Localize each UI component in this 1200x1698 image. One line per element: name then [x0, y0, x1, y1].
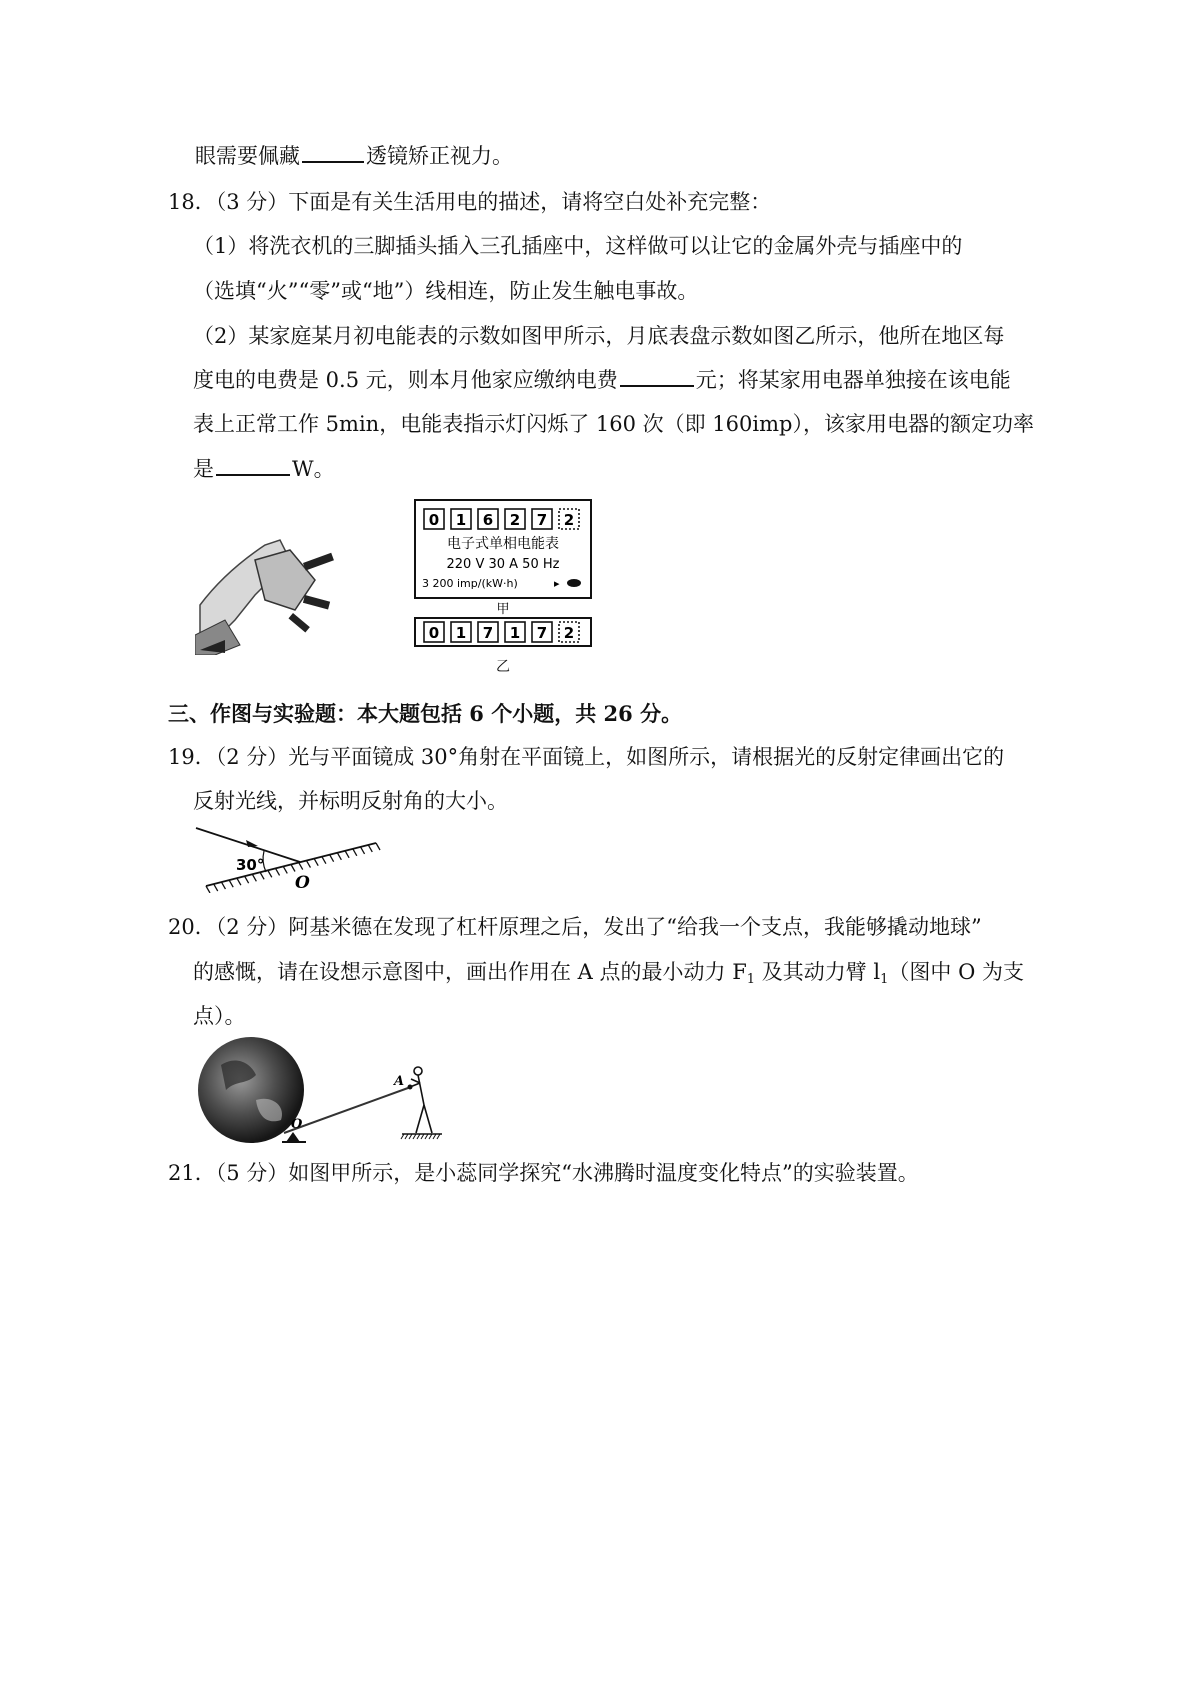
meter-yi-digit: 7: [482, 624, 494, 642]
q17-tail-line: [195, 146, 513, 167]
point-o-label: O: [295, 873, 310, 893]
ray-arrow-icon: [246, 840, 258, 847]
meter-imp: 3 200 imp/(kW·h): [422, 577, 518, 590]
q17-text-before: 眼需要佩藏: [195, 144, 300, 168]
q18-p2-line3: 表上正常工作 5min，电能表指示灯闪烁了 160 次（即 160imp），该家用电器的额定功率: [193, 412, 1034, 436]
electric-meter-figure: [412, 498, 594, 658]
answer-blank[interactable]: [302, 160, 364, 163]
meter-jia-digit: 6: [482, 511, 494, 529]
q20-line2: [193, 962, 1024, 986]
q18-p2-line2-b: 元；将某家用电器单独接在该电能: [695, 368, 1011, 392]
q18-p2-line4-a: 是: [193, 457, 214, 481]
q20-line2-b: 及其动力臂 l: [755, 960, 881, 984]
l1-subscript: 1: [880, 972, 889, 987]
point-a-label: A: [394, 1074, 405, 1089]
meter-arrow-icon: ▸: [554, 577, 560, 590]
meter-yi-digit: 1: [455, 624, 467, 642]
f1-subscript: 1: [746, 972, 756, 987]
q19-line2: 反射光线，并标明反射角的大小。: [193, 789, 508, 813]
meter-jia-digit: 0: [428, 511, 440, 529]
q18-p1-line2: （选填“火”“零”或“地”）线相连，防止发生触电事故。: [193, 279, 699, 303]
section3-heading: 三、作图与实验题：本大题包括 6 个小题，共 26 分。: [168, 701, 683, 726]
meter-jia-digit: 2: [509, 511, 521, 529]
q20-line2-c: （图中 O 为支: [888, 960, 1024, 984]
indicator-lamp-icon: [567, 579, 581, 587]
q18-p2-line4: [193, 459, 335, 480]
person-icon: [410, 1067, 432, 1133]
meter-yi-label: 乙: [496, 659, 510, 675]
point-o-label: O: [291, 1117, 303, 1132]
mirror-hatching: [206, 843, 380, 893]
answer-blank[interactable]: [216, 473, 290, 476]
q18-p2-line2: [193, 370, 1011, 391]
q20-line3: 点）。: [193, 1004, 246, 1028]
meter-yi-digit: 0: [428, 624, 440, 642]
mirror-reflection-figure: [192, 818, 387, 893]
plug-figure: [195, 525, 340, 655]
q18-p2-line2-a: 度电的电费是 0.5 元，则本月他家应缴纳电费: [193, 368, 618, 392]
q18-p2-line1: （2）某家庭某月初电能表的示数如图甲所示，月底表盘示数如图乙所示，他所在地区每: [193, 324, 1005, 348]
answer-blank[interactable]: [620, 384, 694, 387]
meter-title: 电子式单相电能表: [447, 536, 559, 552]
q18-p2-line4-b: W。: [292, 457, 335, 481]
lever-earth-figure: [196, 1035, 456, 1143]
q17-text-after: 透镜矫正视力。: [366, 144, 513, 168]
meter-jia-digit: 2: [563, 511, 575, 529]
meter-jia-digit: 7: [536, 511, 548, 529]
meter-jia-digit: 1: [455, 511, 467, 529]
meter-yi-digit: 2: [563, 624, 575, 642]
q18-stem: 18．（3 分）下面是有关生活用电的描述，请将空白处补充完整：: [168, 190, 772, 214]
meter-jia-label: 甲: [496, 602, 510, 617]
q20-line2-a: 的感慨，请在设想示意图中，画出作用在 A 点的最小动力 F: [193, 960, 747, 984]
meter-yi-digit: 1: [509, 624, 521, 642]
fulcrum-icon: [286, 1132, 300, 1142]
q18-p1-line1: （1）将洗衣机的三脚插头插入三孔插座中，这样做可以让它的金属外壳与插座中的: [193, 234, 963, 258]
meter-specs: 220 V 30 A 50 Hz: [446, 557, 560, 572]
meter-yi-digit: 7: [536, 624, 548, 642]
q20-line1: 20．（2 分）阿基米德在发现了杠杆原理之后，发出了“给我一个支点，我能够撬动地球”: [168, 915, 982, 939]
angle-label: 30°: [236, 856, 265, 874]
q21-line1: 21．（5 分）如图甲所示，是小蕊同学探究“水沸腾时温度变化特点”的实验装置。: [168, 1161, 919, 1185]
q19-line1: 19．（2 分）光与平面镜成 30°角射在平面镜上，如图所示，请根据光的反射定律画出它的: [168, 745, 1005, 769]
earth-icon: [198, 1037, 304, 1143]
